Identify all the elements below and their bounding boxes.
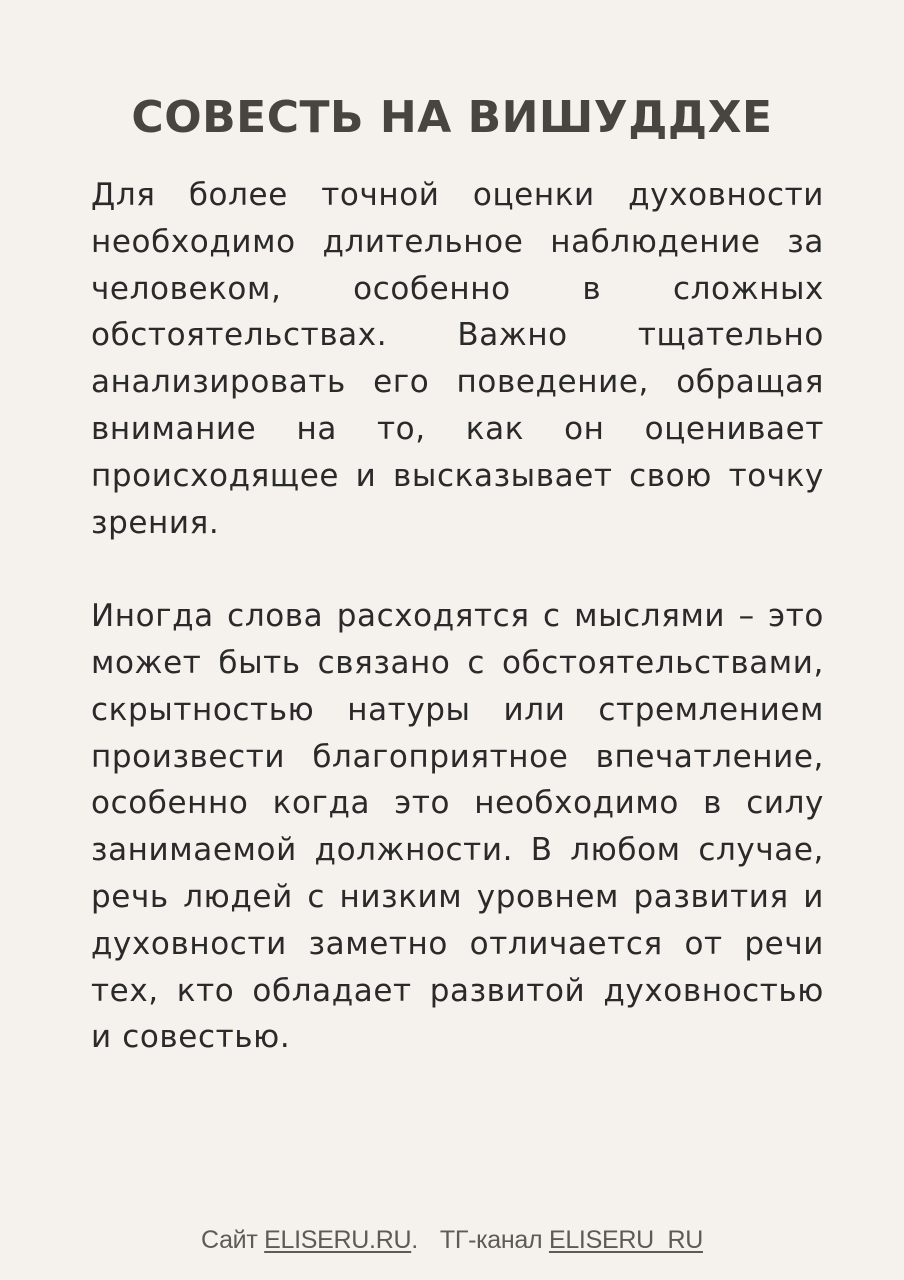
footer (0, 1222, 904, 1258)
footer-site-label: Сайт (201, 1226, 258, 1254)
paragraph-1: Для более точной оценки духовности необходимо длительное наблюдение за человеком, особенно в сложных обстоятельствах. Важно тщательно анализировать его поведение, обращая внимание на то, как он оценивает происходящее и высказывает свою точку зрения. (91, 177, 824, 541)
article-body (91, 172, 824, 1061)
page-title: СОВЕСТЬ НА ВИШУДДХЕ (131, 92, 773, 143)
footer-tg-label: ТГ-канал (439, 1226, 543, 1254)
footer-site-punct: . (411, 1226, 418, 1254)
telegram-channel-link[interactable]: ELISERU_RU (548, 1226, 703, 1254)
site-link[interactable]: ELISERU.RU (264, 1226, 412, 1254)
paragraph-2: Иногда слова расходятся с мыслями – это может быть связано с обстоятельствами, скрытностью натуры или стремлением произвести благоприятное впечатление, особенно когда это необходимо в силу занимаемой должности. В любом случае, речь людей с низким уровнем развития и духовности заметно отличается от речи тех, кто обладает развитой духовностью и совестью. (91, 598, 824, 1056)
